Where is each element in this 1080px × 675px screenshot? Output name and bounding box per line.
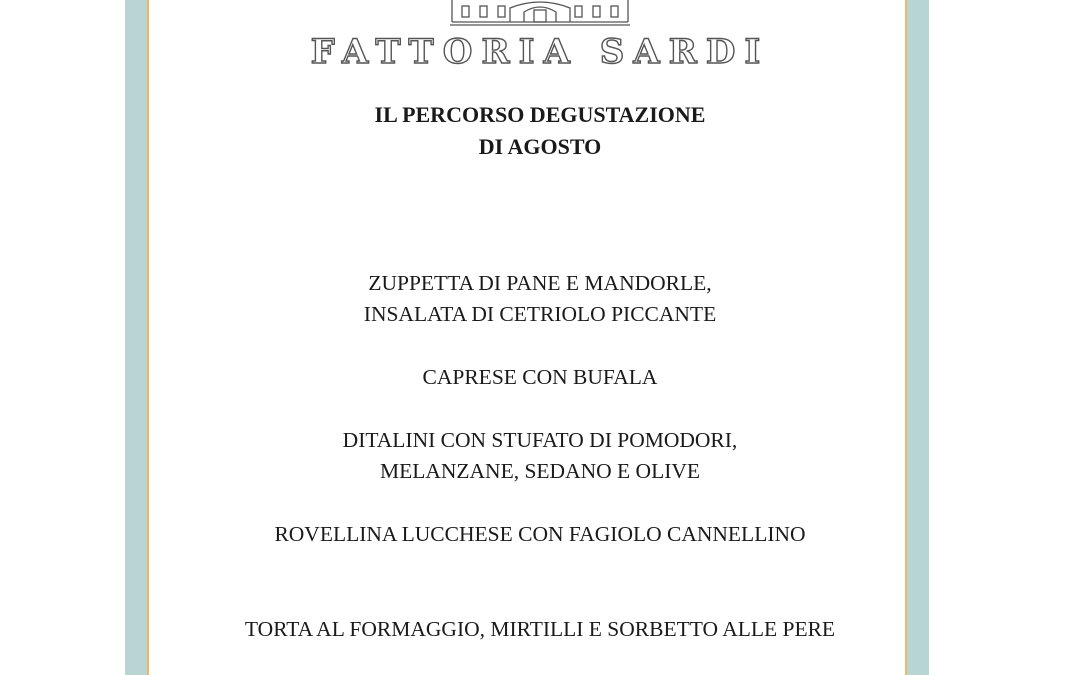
course-2-line-1: CAPRESE CON BUFALA	[422, 365, 658, 389]
course-3-line-1: DITALINI CON STUFATO DI POMODORI,	[342, 428, 738, 452]
course-1	[0, 268, 1080, 330]
course-3	[0, 425, 1080, 487]
menu-title-line-1: IL PERCORSO DEGUSTAZIONE	[374, 102, 706, 127]
menu-title	[0, 99, 1080, 163]
course-4-line-1: ROVELLINA LUCCHESE CON FAGIOLO CANNELLINO	[274, 522, 806, 546]
course-2	[0, 362, 1080, 393]
course-1-line-2: INSALATA DI CETRIOLO PICCANTE	[363, 302, 717, 326]
course-5	[0, 614, 1080, 645]
course-5-line-1: TORTA AL FORMAGGIO, MIRTILLI E SORBETTO ALLE PERE	[244, 617, 836, 641]
brand-name: FATTORIA SARDI	[310, 32, 770, 72]
course-4	[0, 519, 1080, 550]
course-3-line-2: MELANZANE, SEDANO E OLIVE	[379, 459, 701, 483]
menu-title-line-2: DI AGOSTO	[478, 134, 602, 159]
course-1-line-1: ZUPPETTA DI PANE E MANDORLE,	[368, 271, 712, 295]
villa-logo-icon	[448, 0, 632, 28]
